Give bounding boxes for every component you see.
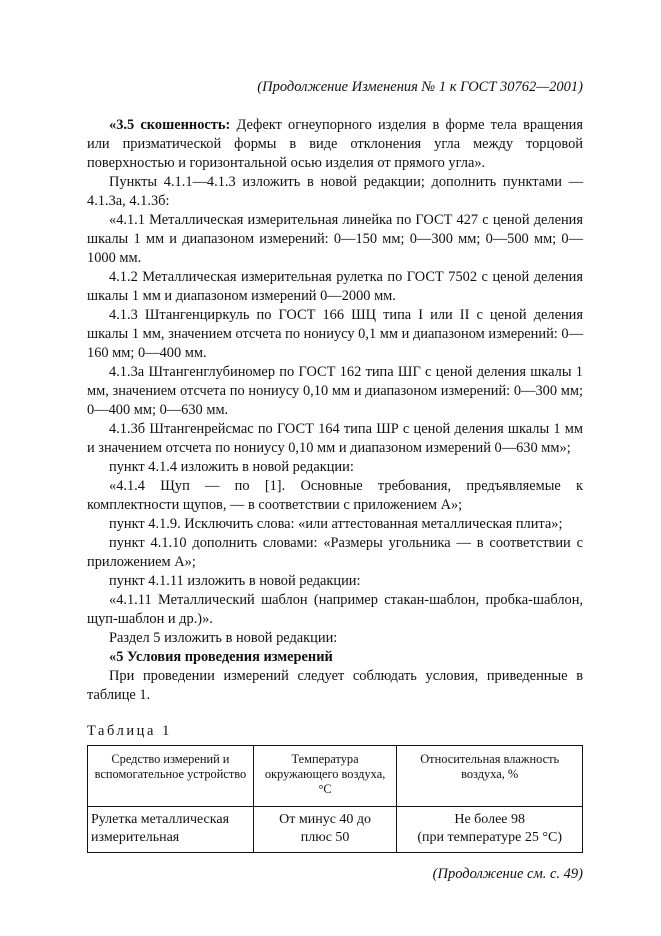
paragraph: 4.1.3б Штангенрейсмас по ГОСТ 164 типа ШР с ценой деления шкалы 1 мм и значением отсчета по нониусу 0,10 мм и диапазоном измерений 0—630 мм»; — [87, 421, 583, 456]
table-header-row — [88, 746, 583, 807]
table-cell — [397, 807, 583, 853]
cell-line: От минус 40 до — [279, 812, 372, 827]
table-cell: Рулетка металлическая измерительная — [88, 807, 254, 853]
section-5-heading — [87, 648, 583, 667]
document-page — [87, 78, 583, 883]
paragraph: 4.1.3 Штангенциркуль по ГОСТ 166 ШЦ типа I или II с ценой деления шкалы 1 мм, значением отсчета по нониусу 0,1 мм и диапазоном измерений: 0—160 мм; 0—400 мм. — [87, 307, 583, 361]
continuation-header: (Продолжение Изменения № 1 к ГОСТ 30762—2001) — [257, 79, 583, 95]
cell-line: (при температуре 25 °С) — [417, 830, 562, 845]
section-heading-text: «5 Условия проведения измерений — [109, 649, 333, 665]
table-row — [88, 807, 583, 853]
continuation-footer: (Продолжение см. с. 49) — [432, 866, 583, 882]
paragraph: «4.1.4 Щуп — по [1]. Основные требования, предъявляемые к комплектности щупов, — в соответствии с приложением А»; — [87, 478, 583, 513]
body-text — [87, 116, 583, 705]
table-cell — [253, 807, 397, 853]
table-header-cell: Средство измерений и вспомогательное устройство — [88, 746, 254, 807]
paragraph: пункт 4.1.9. Исключить слова: «или аттестованная металлическая плита»; — [109, 516, 563, 532]
paragraph: Пункты 4.1.1—4.1.3 изложить в новой редакции; дополнить пунктами — 4.1.3а, 4.1.3б: — [87, 174, 583, 209]
paragraph: пункт 4.1.11 изложить в новой редакции: — [109, 573, 361, 589]
paragraph: «4.1.1 Металлическая измерительная линейка по ГОСТ 427 с ценой деления шкалы 1 мм и диапазоном измерений: 0—150 мм; 0—300 мм; 0—500 мм; 0—1000 мм. — [87, 212, 583, 266]
cell-line: плюс 50 — [300, 830, 350, 845]
paragraph: 4.1.2 Металлическая измерительная рулетка по ГОСТ 7502 с ценой деления шкалы 1 мм и диапазоном измерений 0—2000 мм. — [87, 269, 583, 304]
table-header-cell: Температура окружающего воздуха, °С — [253, 746, 397, 807]
paragraph: пункт 4.1.4 изложить в новой редакции: — [109, 459, 354, 475]
cell-line: Не более 98 — [454, 812, 526, 827]
paragraph: Раздел 5 изложить в новой редакции: — [109, 630, 338, 646]
paragraph: 4.1.3а Штангенглубиномер по ГОСТ 162 типа ШГ с ценой деления шкалы 1 мм, значением отсчета по нониусу 0,10 мм и диапазоном измерений: 0—300 мм; 0—400 мм; 0—630 мм. — [87, 364, 583, 418]
paragraph: «4.1.11 Металлический шаблон (например стакан-шаблон, пробка-шаблон, щуп-шаблон и др.)». — [87, 592, 583, 627]
conditions-table — [87, 745, 583, 853]
table-caption: Таблица 1 — [87, 723, 172, 739]
term-lead: «3.5 скошенность: — [109, 117, 231, 133]
paragraph-3-5 — [87, 116, 583, 173]
paragraph: При проведении измерений следует соблюдать условия, приведенные в таблице 1. — [87, 668, 583, 703]
paragraph-text: Дефект огнеупорного изделия в форме тела вращения или призматической формы в виде отклонения угла между торцовой поверхностью и горизонтальной осью изделия от прямого угла». — [87, 117, 583, 171]
paragraph: пункт 4.1.10 дополнить словами: «Размеры угольника — в соответствии с приложением А»; — [87, 535, 583, 570]
table-header-cell: Относительная влажность воздуха, % — [397, 746, 583, 807]
